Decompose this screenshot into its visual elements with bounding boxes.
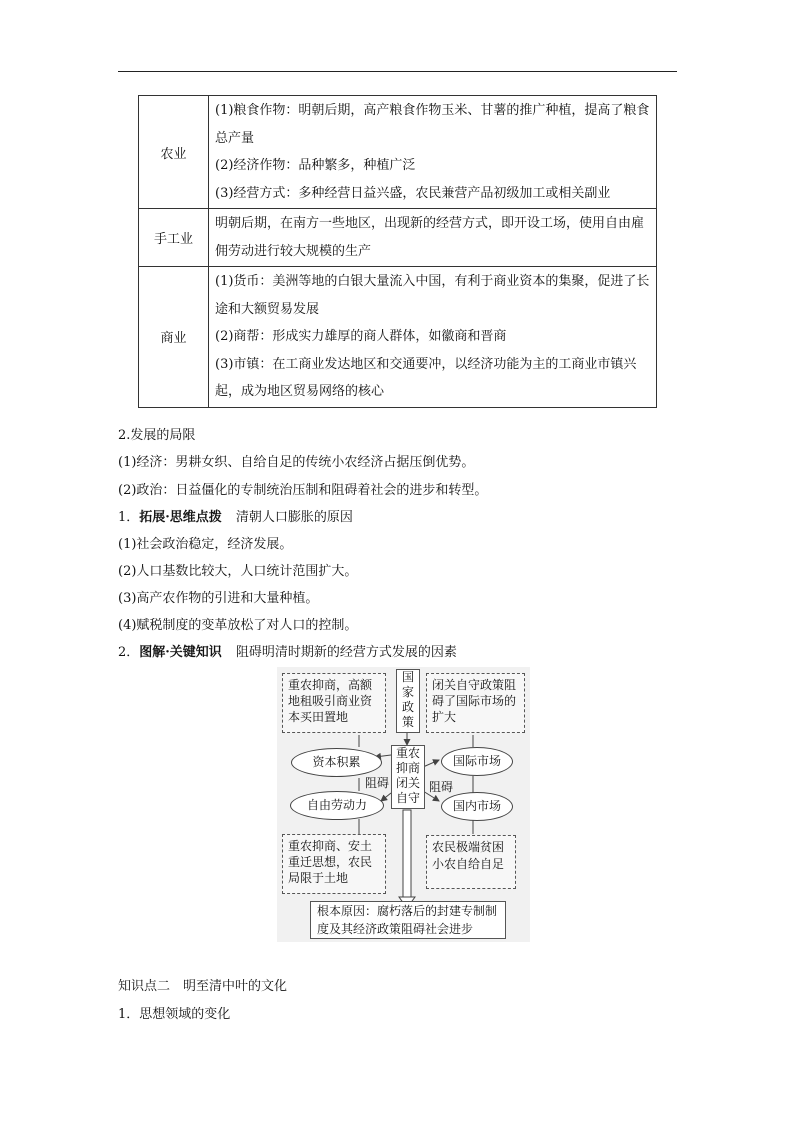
limits-economy: (1)经济：男耕女织、自给自足的传统小农经济占据压倒优势。 (118, 455, 475, 470)
free-labor-node: 自由劳动力 (290, 791, 384, 820)
root-cause-box: 根本原因：腐朽落后的封建专制制度及其经济政策阻碍社会进步 (310, 901, 506, 939)
table-item: 明朝后期，在南方一些地区，出现新的经营方式，即开设工场，使用自由雇佣劳动进行较大规模的生产 (215, 216, 645, 259)
description-cell (209, 267, 657, 408)
national-policy-box: 国家政策 (396, 669, 420, 733)
table-item: (2)商帮：形成实力雄厚的商人群体，如徽商和晋商 (215, 329, 507, 344)
obstruct-label-left: 阻碍 (365, 776, 390, 790)
poverty-note: 农民极端贫困小农自给自足 (426, 835, 516, 889)
category-cell: 手工业 (139, 209, 209, 267)
list-item: (3)高产农作物的引进和大量种植。 (118, 591, 319, 606)
table-item: (1)粮食作物：明朝后期，高产粮食作物玉米、甘薯的推广种植，提高了粮食总产量 (215, 103, 650, 146)
description-cell (209, 209, 657, 267)
domestic-market-node: 国内市场 (441, 792, 513, 821)
land-rent-note: 重农抑商，高额地租吸引商业资本买田置地 (282, 673, 386, 733)
table-row (139, 209, 657, 267)
category-cell: 商业 (139, 267, 209, 408)
closed-door-note: 闭关自守政策阻碍了国际市场的扩大 (426, 673, 525, 733)
table-item: (2)经济作物：品种繁多，种植广泛 (215, 158, 416, 173)
header-rule (118, 71, 677, 72)
limits-heading: 2.发展的局限 (118, 428, 196, 443)
table-item: (1)货币：美洲等地的白银大量流入中国，有利于商业资本的集聚，促进了长途和大额贸易发展 (215, 274, 650, 317)
table-item: (3)市镇：在工商业发达地区和交通要冲，以经济功能为主的工商业市镇兴起，成为地区贸易网络的核心 (215, 356, 637, 399)
list-item: (1)社会政治稳定，经济发展。 (118, 537, 293, 552)
economy-table (138, 95, 657, 408)
list-item: (2)人口基数比较大，人口统计范围扩大。 (118, 564, 358, 579)
expand-title: 清朝人口膨胀的原因 (235, 510, 353, 525)
description-cell (209, 96, 657, 209)
peasant-land-note: 重农抑商、安土重迁思想，农民局限于土地 (282, 834, 386, 894)
factors-diagram (277, 667, 530, 942)
illustrate-title: 阻碍明清时期新的经营方式发展的因素 (235, 645, 457, 660)
expand-tag: 拓展·思维点拨 (139, 510, 222, 525)
illustrate-tag: 图解·关键知识 (139, 645, 222, 660)
table-row (139, 96, 657, 209)
expand-heading (118, 506, 353, 525)
section-subheading: 1．思想领域的变化 (118, 1007, 231, 1022)
capital-accumulation-node: 资本积累 (291, 748, 382, 777)
expand-number: 1． (118, 510, 140, 525)
category-cell: 农业 (139, 96, 209, 209)
section-heading: 知识点二 明至清中叶的文化 (118, 979, 288, 994)
list-item: (4)赋税制度的变革放松了对人口的控制。 (118, 618, 358, 633)
illustrate-number: 2． (118, 645, 140, 660)
table-item: (3)经营方式：多种经营日益兴盛，农民兼营产品初级加工或相关副业 (215, 185, 611, 201)
obstruct-label-right: 阻碍 (429, 780, 454, 794)
table-row (139, 267, 657, 408)
policy-center-box: 重农抑商闭关自守 (391, 745, 425, 809)
limits-politics: (2)政治：日益僵化的专制统治压制和阻碍着社会的进步和转型。 (118, 483, 488, 498)
illustrate-heading (118, 641, 457, 660)
international-market-node: 国际市场 (441, 747, 513, 776)
